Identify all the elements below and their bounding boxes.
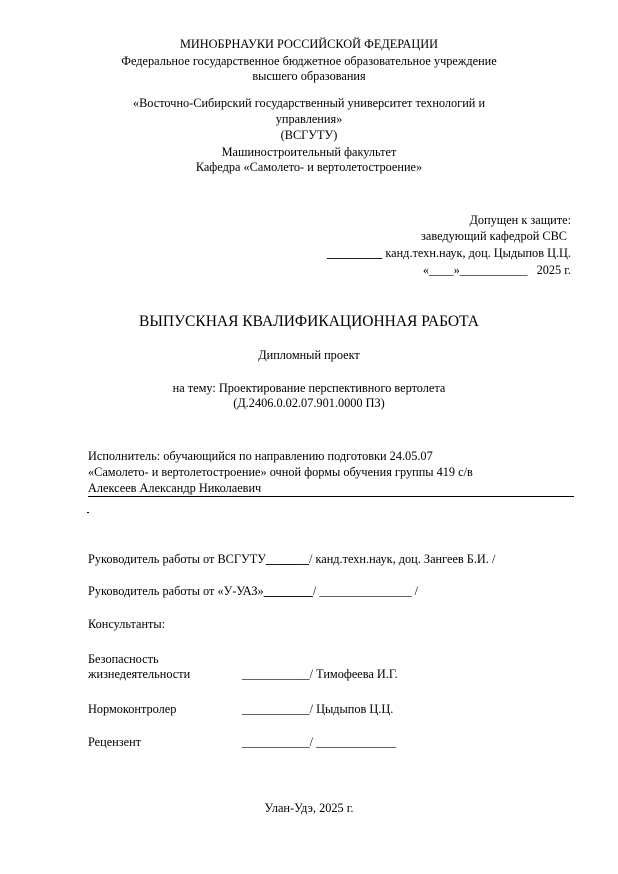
institution-type-line1: Федеральное государственное бюджетное образовательное учреждение bbox=[121, 54, 497, 68]
supervisor-vsgutu-line bbox=[88, 552, 495, 567]
consultant-safety-blank: ___________ bbox=[242, 667, 310, 681]
work-title: ВЫПУСКНАЯ КВАЛИФИКАЦИОННАЯ РАБОТА bbox=[139, 313, 479, 330]
signature-blank: _________ bbox=[326, 246, 383, 260]
supervisor-uuaz-name: / _______________ / bbox=[312, 584, 419, 598]
ministry-line: МИНОБРНАУКИ РОССИЙСКОЙ ФЕДЕРАЦИИ bbox=[179, 37, 439, 51]
supervisor-uuaz-label: Руководитель работы от «У-УАЗ» bbox=[88, 584, 264, 598]
university-line2: управления» bbox=[275, 112, 343, 126]
consultant-safety-signature bbox=[242, 667, 398, 682]
consultant-reviewer-blank: ___________ bbox=[242, 735, 310, 749]
institution-type-line2: высшего образования bbox=[252, 69, 366, 83]
consultant-label-safety-1: Безопасность bbox=[88, 652, 159, 666]
city-year: Улан-Удэ, 2025 г. bbox=[264, 801, 354, 815]
executor-underline bbox=[88, 496, 574, 497]
work-type: Дипломный проект bbox=[258, 348, 360, 362]
work-code: (Д.2406.0.02.07.901.0000 ПЗ) bbox=[233, 396, 385, 410]
consultant-reviewer-signature bbox=[242, 735, 396, 750]
executor-line1: Исполнитель: обучающийся по направлению подготовки 24.05.07 bbox=[88, 449, 433, 463]
approval-heading: Допущен к защите: bbox=[469, 213, 571, 227]
approval-date-line: «____»___________ 2025 г. bbox=[422, 263, 571, 277]
department-line: Кафедра «Самолето- и вертолетостроение» bbox=[195, 160, 423, 174]
faculty-line: Машиностроительный факультет bbox=[221, 145, 397, 159]
supervisor-vsgutu-blank: _______ bbox=[265, 552, 309, 566]
supervisor-uuaz-line bbox=[88, 584, 418, 599]
consultant-normcontrol-signature bbox=[242, 702, 393, 717]
consultants-label: Консультанты: bbox=[88, 617, 166, 631]
supervisor-vsgutu-label: Руководитель работы от ВСГУТУ bbox=[88, 552, 266, 566]
consultant-safety-name: / Тимофеева И.Г. bbox=[309, 667, 398, 681]
consultant-label-safety-2: жизнедеятельности bbox=[88, 667, 191, 681]
stray-mark bbox=[87, 512, 89, 513]
supervisor-vsgutu-name: / канд.техн.наук, доц. Зангеев Б.И. / bbox=[308, 552, 496, 566]
consultant-label-reviewer: Рецензент bbox=[88, 735, 142, 749]
executor-line2: «Самолето- и вертолетостроение» очной формы обучения группы 419 с/в bbox=[88, 465, 473, 479]
approval-signer: канд.техн.наук, доц. Цыдыпов Ц.Ц. bbox=[382, 246, 571, 260]
executor-name: Алексеев Александр Николаевич bbox=[88, 481, 262, 495]
consultant-normcontrol-name: / Цыдыпов Ц.Ц. bbox=[309, 702, 394, 716]
university-abbr: (ВСГУТУ) bbox=[280, 128, 338, 142]
work-topic: на тему: Проектирование перспективного вертолета bbox=[172, 381, 446, 395]
university-line1: «Восточно-Сибирский государственный университет технологий и bbox=[132, 96, 486, 110]
supervisor-uuaz-blank: ________ bbox=[263, 584, 313, 598]
approval-head-of-dept: заведующий кафедрой СВС bbox=[421, 229, 567, 243]
approval-signature-line bbox=[327, 246, 571, 261]
consultant-normcontrol-blank: ___________ bbox=[242, 702, 310, 716]
consultant-reviewer-name: / _____________ bbox=[309, 735, 397, 749]
consultant-label-normcontrol: Нормоконтролер bbox=[88, 702, 177, 716]
